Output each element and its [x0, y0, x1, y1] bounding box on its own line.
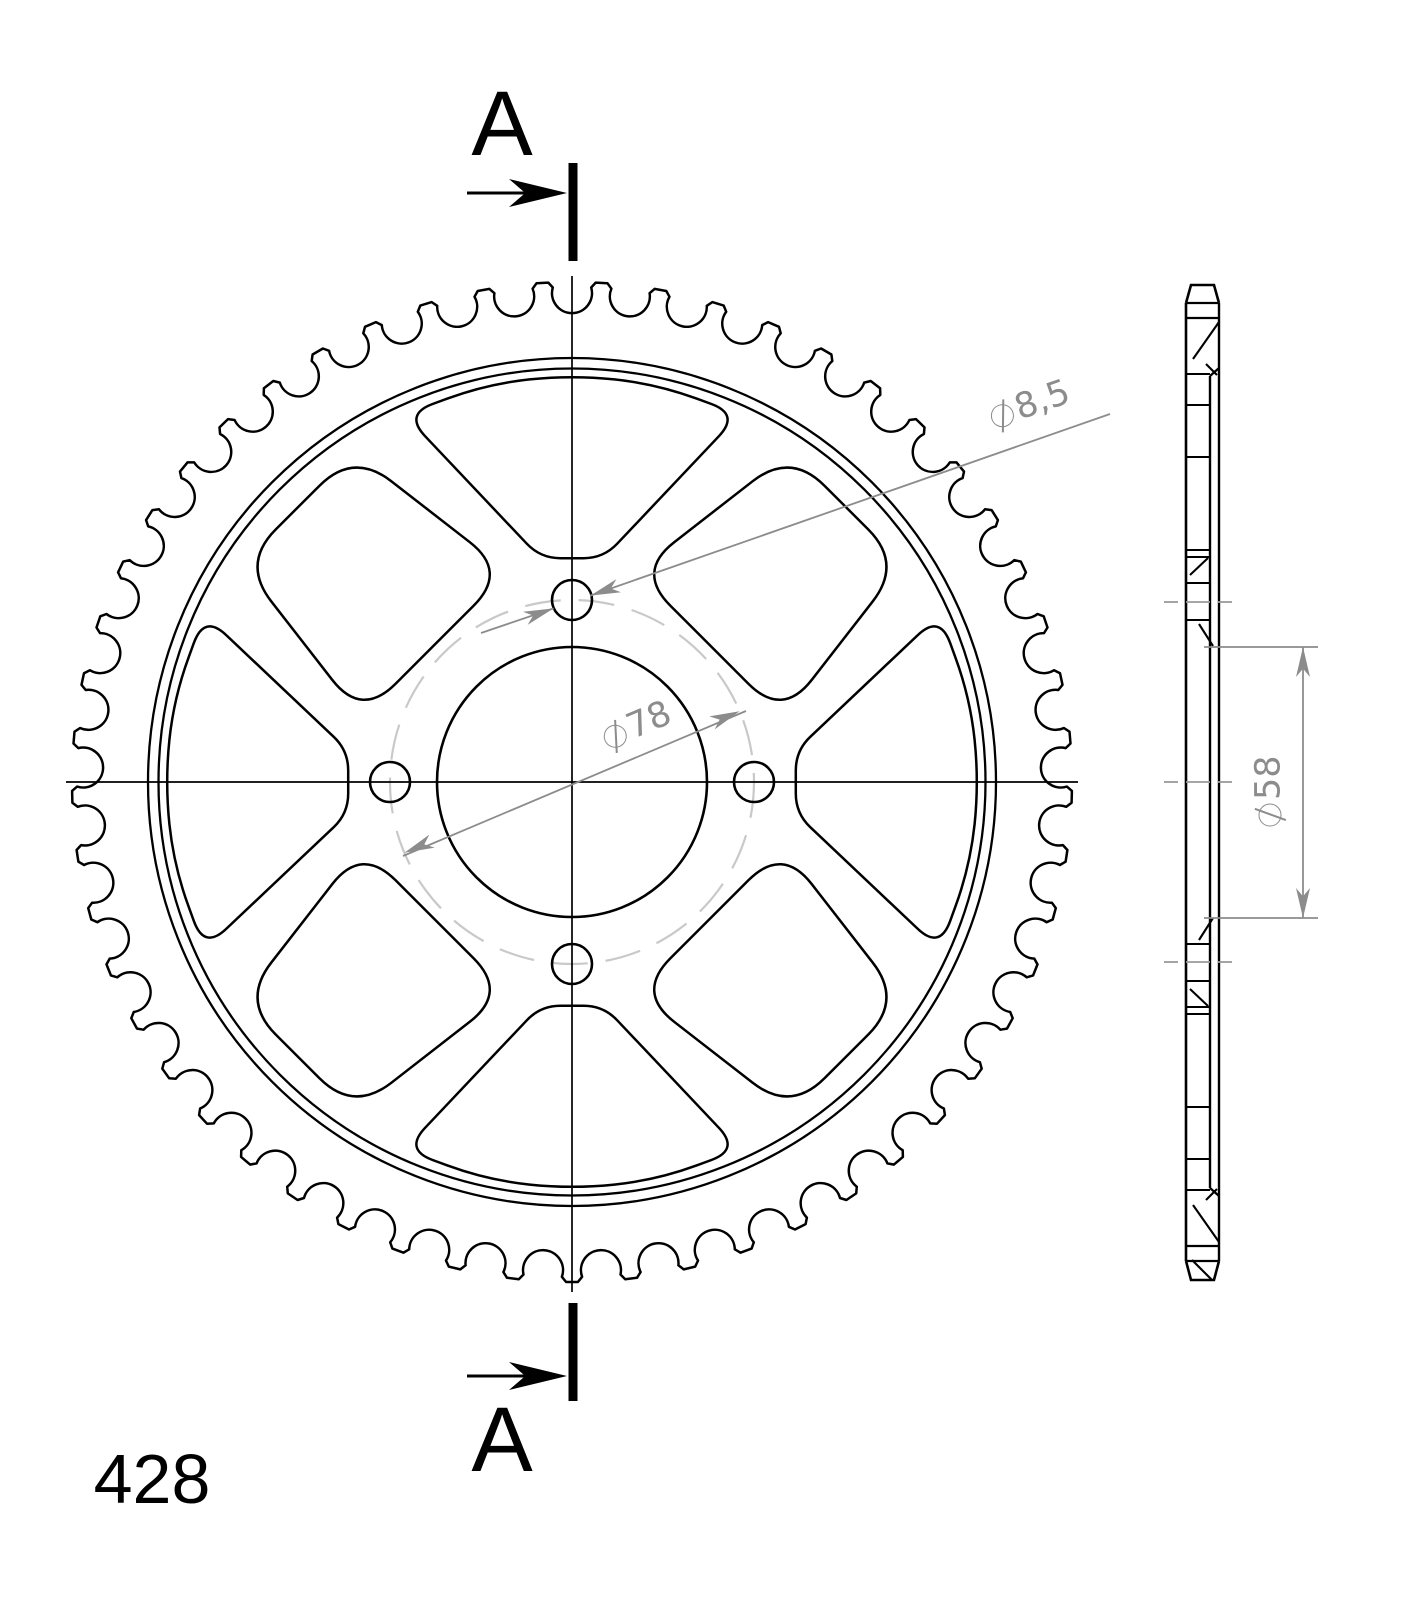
- tooth-cap-top: [1186, 285, 1219, 303]
- diamond-cutout-3: [258, 864, 490, 1096]
- diamond-cutout-2: [654, 864, 886, 1096]
- dimension-bore-diameter: [1248, 755, 1289, 826]
- chain-size-label: 428: [93, 1440, 211, 1518]
- dimension-lines: [403, 414, 1318, 918]
- dimension-bolt-circle-value: 78: [620, 693, 678, 748]
- section-label-top: A: [471, 73, 533, 175]
- diamond-cutout-4: [258, 468, 490, 700]
- diamond-cutout-1: [654, 468, 886, 700]
- side-view: [1164, 285, 1232, 1280]
- diameter-symbol-icon: [1259, 804, 1282, 827]
- dimension-bore-value: 58: [1248, 755, 1289, 801]
- section-label-bottom: A: [471, 1389, 533, 1491]
- dimension-bolt-hole-value: 8,5: [1009, 372, 1076, 429]
